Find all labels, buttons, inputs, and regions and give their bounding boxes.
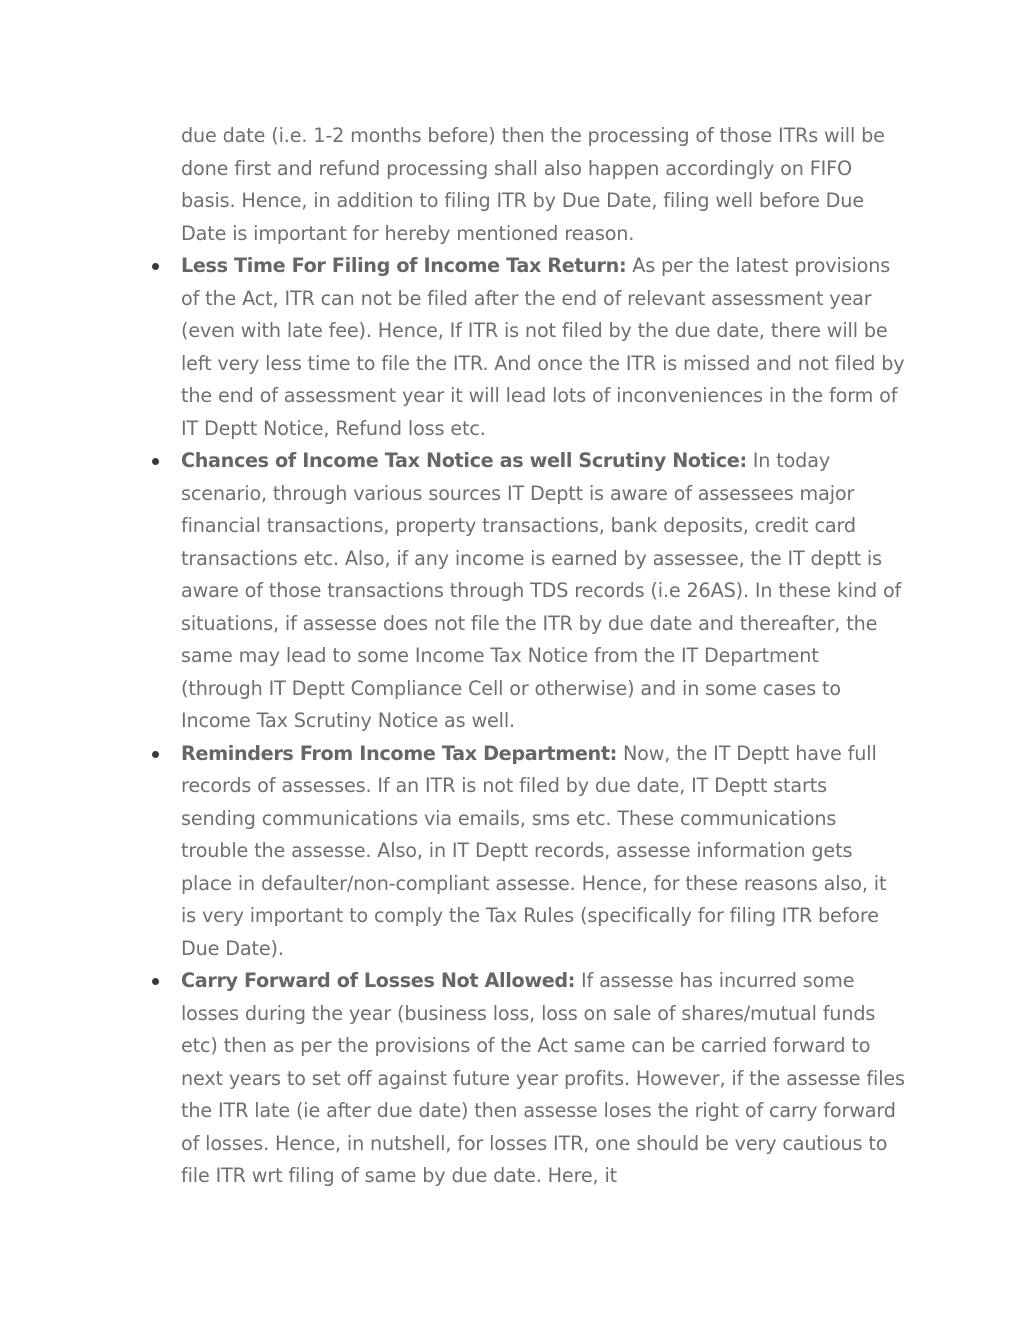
list-item-text: As per the latest provisions of the Act, ITR can not be filed after the end of relevant assessment year (even with late fee). Hence, If ITR is not filed by the due date, there will be left very less time to file the ITR. And once the ITR is missed and not filed by the end of assessment year it will lead lots of inconveniences in the form of IT Deptt Notice, Refund loss etc. [181,254,905,440]
bullet-icon [152,751,159,758]
intro-paragraph: due date (i.e. 1-2 months before) then the processing of those ITRs will be done first and refund processing shall also happen accordingly on FIFO basis. Hence, in addition to filing ITR by Due Date, filing well before Due Date is important for hereby mentioned reason. [181,124,885,245]
list-item-text: In today scenario, through various sources IT Deptt is aware of assessees major financial transactions, property transactions, bank deposits, credit card transactions etc. Also, if any income is earned by assessee, the IT deptt is aware of those transactions through TDS records (i.e 26AS). In these kind of situations, if assesse does not file the ITR by due date and thereafter, the same may lead to some Income Tax Notice from the IT Department (through IT Deptt Compliance Cell or otherwise) and in some cases to Income Tax Scrutiny Notice as well. [181,449,902,732]
list-item [181,445,905,738]
list-item-term: Less Time For Filing of Income Tax Return: [181,254,627,277]
document-body [181,120,905,1193]
bullet-icon [152,978,159,985]
list-item-term: Chances of Income Tax Notice as well Scrutiny Notice: [181,449,747,472]
list-item [181,965,905,1193]
reasons-list [181,250,905,1193]
list-item [181,250,905,445]
list-item-text: If assesse has incurred some losses during the year (business loss, loss on sale of shares/mutual funds etc) then as per the provisions of the Act same can be carried forward to next years to set off against future year profits. However, if the assesse files the ITR late (ie after due date) then assesse loses the right of carry forward of losses. Hence, in nutshell, for losses ITR, one should be very cautious to file ITR wrt filing of same by due date. Here, it [181,969,905,1187]
list-item-text: Now, the IT Deptt have full records of assesses. If an ITR is not filed by due date, IT Deptt starts sending communications via emails, sms etc. These communications trouble the assesse. Also, in IT Deptt records, assesse information gets place in defaulter/non-compliant assesse. Hence, for these reasons also, it is very important to comply the Tax Rules (specifically for filing ITR before Due Date). [181,741,887,960]
list-item-term: Reminders From Income Tax Department: [181,741,618,765]
bullet-icon [152,263,159,270]
list-item-term: Carry Forward of Losses Not Allowed: [181,969,576,992]
bullet-icon [152,458,159,465]
list-item [181,738,905,966]
